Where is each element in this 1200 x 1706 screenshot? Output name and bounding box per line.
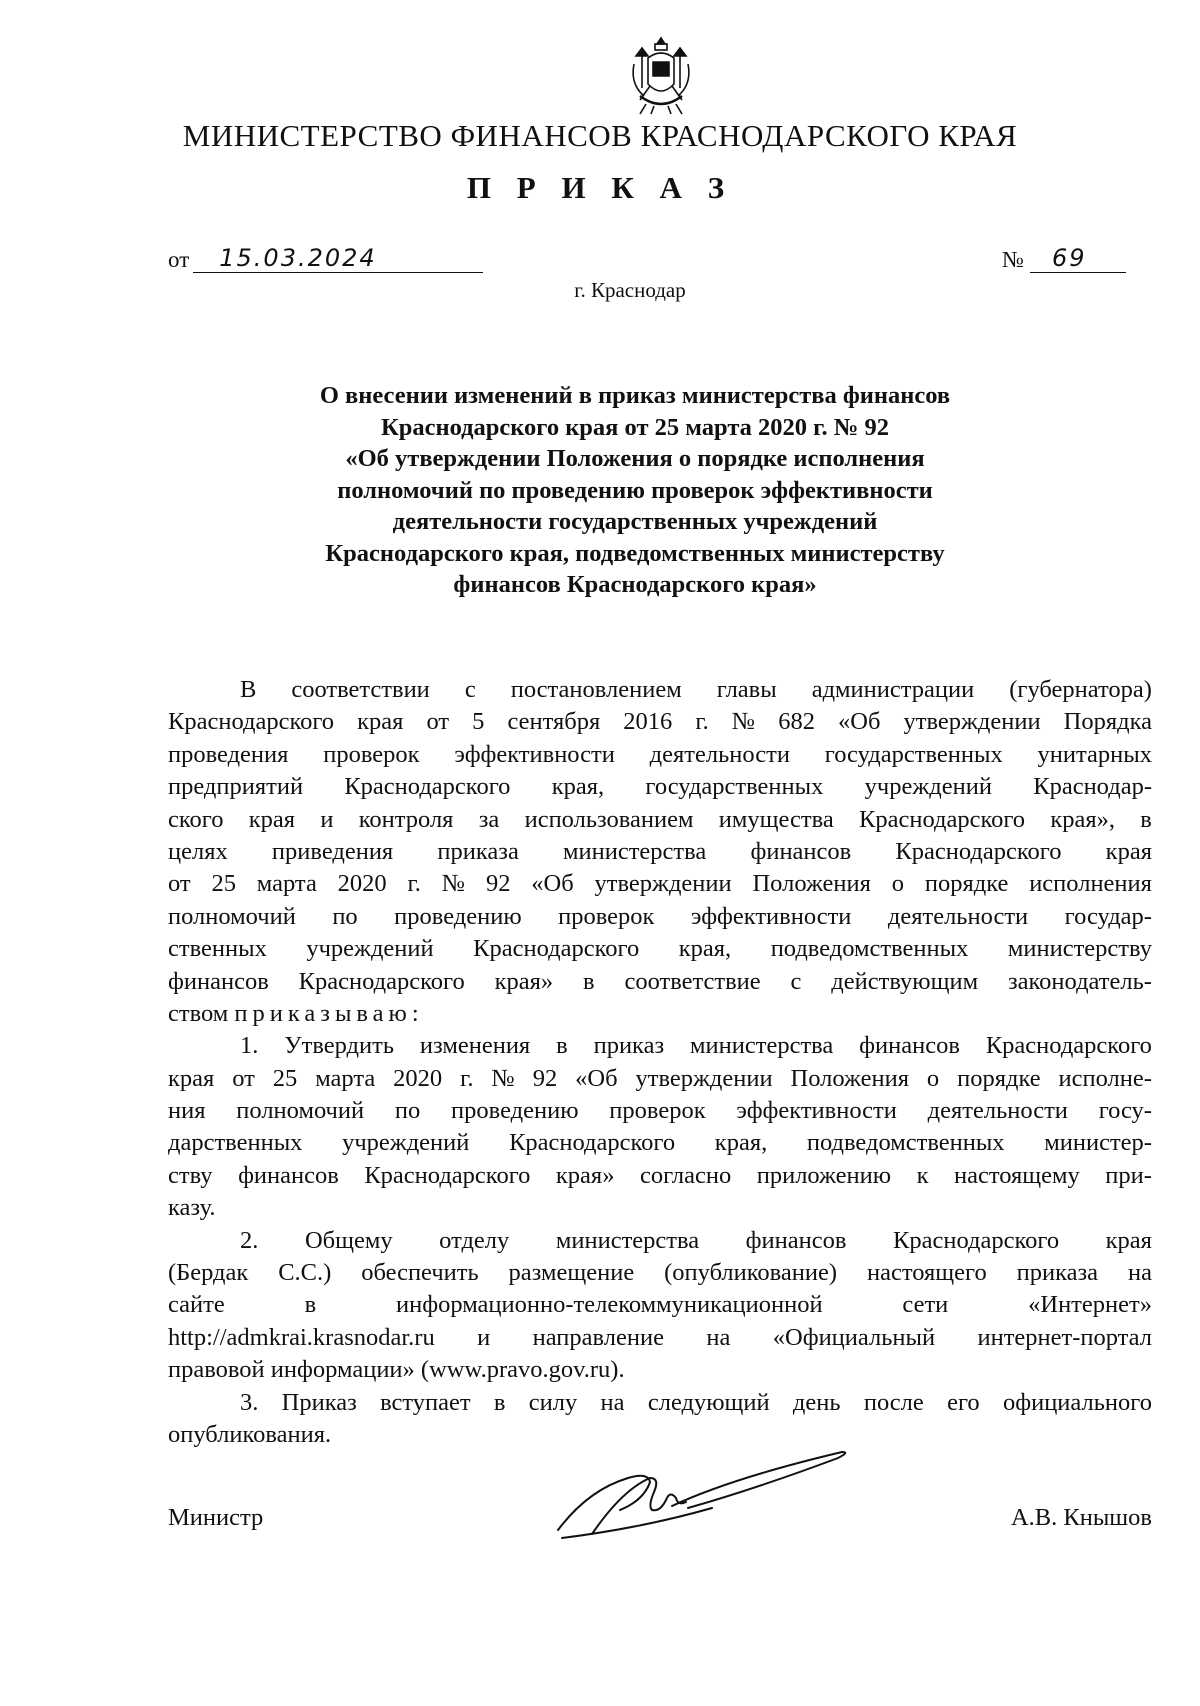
word: следующий (647, 1388, 770, 1416)
word: Порядка (1063, 708, 1152, 736)
word: соответствие (624, 967, 761, 995)
word: финансов (168, 967, 269, 995)
word: учреждений (342, 1129, 470, 1157)
word: г. (695, 708, 709, 736)
word: информационно-телекоммуникационной (395, 1291, 823, 1319)
word: ния (168, 1097, 206, 1125)
word: главы (716, 676, 777, 703)
word: края (357, 708, 404, 736)
word: (губернатора) (1009, 676, 1152, 703)
word: края, (714, 1129, 768, 1157)
body-line (168, 901, 1152, 933)
word: о (891, 870, 905, 898)
body-line (168, 1257, 1152, 1289)
word: (опубликование) (664, 1259, 838, 1287)
word: 2020 (393, 1064, 443, 1092)
heading-line: Краснодарского края от 25 марта 2020 г. № 92 (380, 413, 890, 441)
word: учреждений (306, 935, 434, 963)
word: приказа (437, 837, 519, 865)
word: министерства (563, 837, 707, 865)
word: эффективности (454, 740, 615, 768)
heading-line: деятельности государственных учреждений (392, 508, 878, 535)
heading-line: финансов Краснодарского края» (453, 571, 817, 598)
word: «Об (575, 1064, 618, 1092)
word: полномочий (236, 1097, 365, 1125)
body-line (168, 1322, 1152, 1354)
word: госу- (1098, 1097, 1152, 1125)
word: в (1140, 805, 1152, 833)
document-type-title: П Р И К А З (466, 170, 734, 205)
word: марта (315, 1064, 376, 1092)
word: № (731, 708, 756, 736)
word: сайте (168, 1291, 225, 1319)
body-line (168, 1225, 1152, 1257)
handwritten-number: 69 (1051, 244, 1087, 272)
word: Краснодарского (985, 1032, 1152, 1060)
word: приказ (593, 1032, 665, 1060)
word: В (240, 676, 257, 703)
word: силу (528, 1388, 578, 1416)
body-line (168, 674, 1152, 706)
word: Утвердить (284, 1032, 395, 1060)
word: при- (1105, 1161, 1152, 1189)
body-line (168, 1095, 1152, 1127)
body-line (168, 868, 1152, 900)
word: 25 (272, 1064, 298, 1092)
heading-line: «Об утверждении Положения о порядке исполнения (345, 445, 925, 472)
word: унитарных (1037, 740, 1152, 768)
word: использованием (524, 805, 694, 833)
word: ству (168, 1161, 213, 1189)
order-date-line (168, 246, 483, 273)
word: администрации (811, 676, 975, 703)
word: отделу (439, 1226, 510, 1254)
word: финансов (750, 837, 852, 865)
body-line (168, 1387, 1152, 1419)
word: края» (555, 1161, 615, 1189)
word: деятельности (649, 740, 790, 768)
krasnodar-coat-of-arms-icon (626, 34, 696, 116)
word: проведению (451, 1097, 579, 1125)
word: и (477, 1323, 491, 1351)
heading-line: Краснодарского края, подведомственных министерству (325, 539, 945, 567)
word: проверок (323, 740, 420, 768)
word: в (583, 967, 595, 995)
word: Приказ (281, 1388, 357, 1416)
order-body (168, 674, 1152, 1451)
word: приведения (271, 837, 394, 865)
word: края (168, 1064, 215, 1092)
word: С.С.) (278, 1259, 332, 1287)
word: проверок (609, 1097, 706, 1125)
word: приложению (756, 1161, 892, 1189)
word: согласно (639, 1161, 732, 1189)
body-line (168, 1030, 1152, 1062)
word: 682 (778, 708, 815, 736)
word: исполнения (1029, 870, 1152, 898)
order-heading (220, 380, 1050, 601)
word: ского (168, 805, 224, 833)
word: министерства (555, 1226, 700, 1254)
word: постановлением (510, 676, 682, 703)
word: на (706, 1323, 731, 1351)
word: на (600, 1388, 625, 1416)
word: края (248, 805, 296, 833)
word: по (394, 1097, 421, 1125)
city-label: г. Краснодар (574, 278, 686, 302)
word: финансов (238, 1161, 339, 1189)
word: исполне- (1058, 1064, 1152, 1092)
word: (Бердак (168, 1259, 249, 1287)
word: соответствии (291, 676, 430, 703)
word: на (1127, 1259, 1152, 1287)
word: Краснодарского (895, 837, 1062, 865)
word: государственных (645, 773, 824, 801)
word: имущества (718, 805, 834, 833)
word: Краснодар- (1033, 773, 1152, 801)
body-line (168, 804, 1152, 836)
word: действующим (831, 967, 979, 995)
word: проведения (168, 740, 289, 768)
word: вступает (380, 1388, 471, 1416)
word: учреждений (864, 773, 992, 801)
word: настоящему (953, 1161, 1080, 1189)
heading-line: О внесении изменений в приказ министерства финансов (319, 382, 951, 409)
word: Краснодарского (509, 1129, 676, 1157)
heading-line: полномочий по проведению проверок эффективности (337, 476, 933, 504)
word: государ- (1064, 902, 1152, 930)
word: 25 (211, 870, 236, 898)
word: Краснодарского (893, 1226, 1060, 1254)
word: министерству (1007, 935, 1152, 963)
word: по (332, 902, 358, 930)
word: ственных (168, 935, 267, 963)
word: Краснодарского (859, 805, 1026, 833)
word: за (478, 805, 500, 833)
word: 2. (240, 1226, 259, 1254)
word: предприятий (168, 773, 304, 801)
body-line-last: казу. (168, 1194, 216, 1222)
word: эффективности (736, 1097, 897, 1125)
word: края, (678, 935, 732, 963)
word: 3. (240, 1388, 259, 1416)
word: от (426, 708, 450, 736)
body-line (168, 739, 1152, 771)
word: подведомственных (806, 1129, 1005, 1157)
word: «Официальный (772, 1323, 936, 1351)
word: края, (551, 773, 605, 801)
word: контроля (358, 805, 454, 833)
body-line (168, 1063, 1152, 1095)
word: г. (407, 870, 421, 898)
word: Краснодарского (473, 935, 640, 963)
word: к (916, 1161, 929, 1189)
word: 5 (472, 708, 485, 736)
word: г. (460, 1064, 474, 1092)
word: деятельности (927, 1097, 1068, 1125)
word: о (926, 1064, 940, 1092)
word: с (464, 676, 476, 703)
word: «Интернет» (1028, 1291, 1152, 1319)
word: Краснодарского (344, 773, 511, 801)
word: финансов (745, 1226, 847, 1254)
handwritten-date: 15.03.2024 (219, 244, 377, 272)
word: направление (532, 1323, 664, 1351)
handwritten-signature (552, 1448, 852, 1548)
body-line (168, 966, 1152, 998)
word: утверждении (635, 1064, 773, 1092)
word: от (232, 1064, 255, 1092)
word: Краснодарского (364, 1161, 531, 1189)
word: сети (902, 1291, 949, 1319)
ministry-name: МИНИСТЕРСТВО ФИНАНСОВ КРАСНОДАРСКОГО КРАЯ (182, 118, 1018, 153)
body-line-last (168, 998, 1152, 1030)
word: порядке (957, 1064, 1041, 1092)
word: № (491, 1064, 515, 1092)
word: 92 (485, 870, 511, 898)
word: эффективности (690, 902, 852, 930)
word: в (493, 1388, 506, 1416)
word: его (947, 1388, 980, 1416)
word: министерства (690, 1032, 834, 1060)
word: края (1105, 1226, 1152, 1254)
word: 1. (240, 1032, 259, 1060)
word: изменения (419, 1032, 531, 1060)
word: сентября (507, 708, 601, 736)
word: Положения (790, 1064, 909, 1092)
number-field (1030, 246, 1126, 273)
word: приказа (1016, 1259, 1099, 1287)
body-line (168, 1160, 1152, 1192)
word: «Об (531, 870, 574, 898)
body-line (168, 836, 1152, 868)
word: в (556, 1032, 568, 1060)
word: Положения (752, 870, 871, 898)
signatory-title: Министр (168, 1504, 264, 1531)
body-line (168, 933, 1152, 965)
word: подведомственных (770, 935, 969, 963)
body-line-last: опубликования. (168, 1420, 332, 1448)
order-number-line (1002, 246, 1126, 273)
word: целях (168, 837, 228, 865)
number-prefix: № (1002, 247, 1024, 272)
word: края (1105, 837, 1152, 865)
word: день (792, 1388, 841, 1416)
word: «Об (838, 708, 881, 736)
word: марта (256, 870, 317, 898)
word: 2016 (623, 708, 673, 736)
body-line (168, 771, 1152, 803)
body-line (168, 706, 1152, 738)
order-keyword: приказываю: (234, 999, 424, 1027)
word: министер- (1044, 1129, 1152, 1157)
word: от (168, 870, 191, 898)
word: в (304, 1291, 317, 1319)
word: государственных (824, 740, 1003, 768)
body-line (168, 1289, 1152, 1321)
word: Общему (304, 1226, 393, 1254)
word: 92 (532, 1064, 558, 1092)
word: после (863, 1388, 924, 1416)
word: края» (494, 967, 554, 995)
word: проведению (394, 902, 522, 930)
word: Краснодарского (168, 708, 335, 736)
word: законодатель- (1007, 967, 1152, 995)
signatory-name: А.В. Кнышов (1010, 1504, 1152, 1531)
word: с (790, 967, 802, 995)
word: http://admkrai.krasnodar.ru (168, 1323, 435, 1351)
body-text: ством (168, 999, 229, 1027)
body-line-last: правовой информации» (www.pravo.gov.ru). (168, 1356, 625, 1384)
word: порядке (924, 870, 1009, 898)
word: утверждении (903, 708, 1041, 736)
word: интернет-портал (977, 1323, 1152, 1351)
body-line (168, 1127, 1152, 1159)
date-prefix: от (168, 247, 190, 272)
word: Краснодарского (298, 967, 465, 995)
word: полномочий (168, 902, 296, 930)
word: и (320, 805, 334, 833)
word: дарственных (168, 1129, 303, 1157)
word: проверок (558, 902, 655, 930)
word: размещение (508, 1259, 635, 1287)
word: деятельности (887, 902, 1029, 930)
word: финансов (859, 1032, 960, 1060)
word: настоящего (866, 1259, 987, 1287)
date-field (193, 246, 483, 273)
word: утверждении (594, 870, 732, 898)
word: официального (1002, 1388, 1152, 1416)
word: края», (1050, 805, 1116, 833)
word: № (441, 870, 466, 898)
word: обеспечить (361, 1259, 479, 1287)
word: 2020 (337, 870, 387, 898)
